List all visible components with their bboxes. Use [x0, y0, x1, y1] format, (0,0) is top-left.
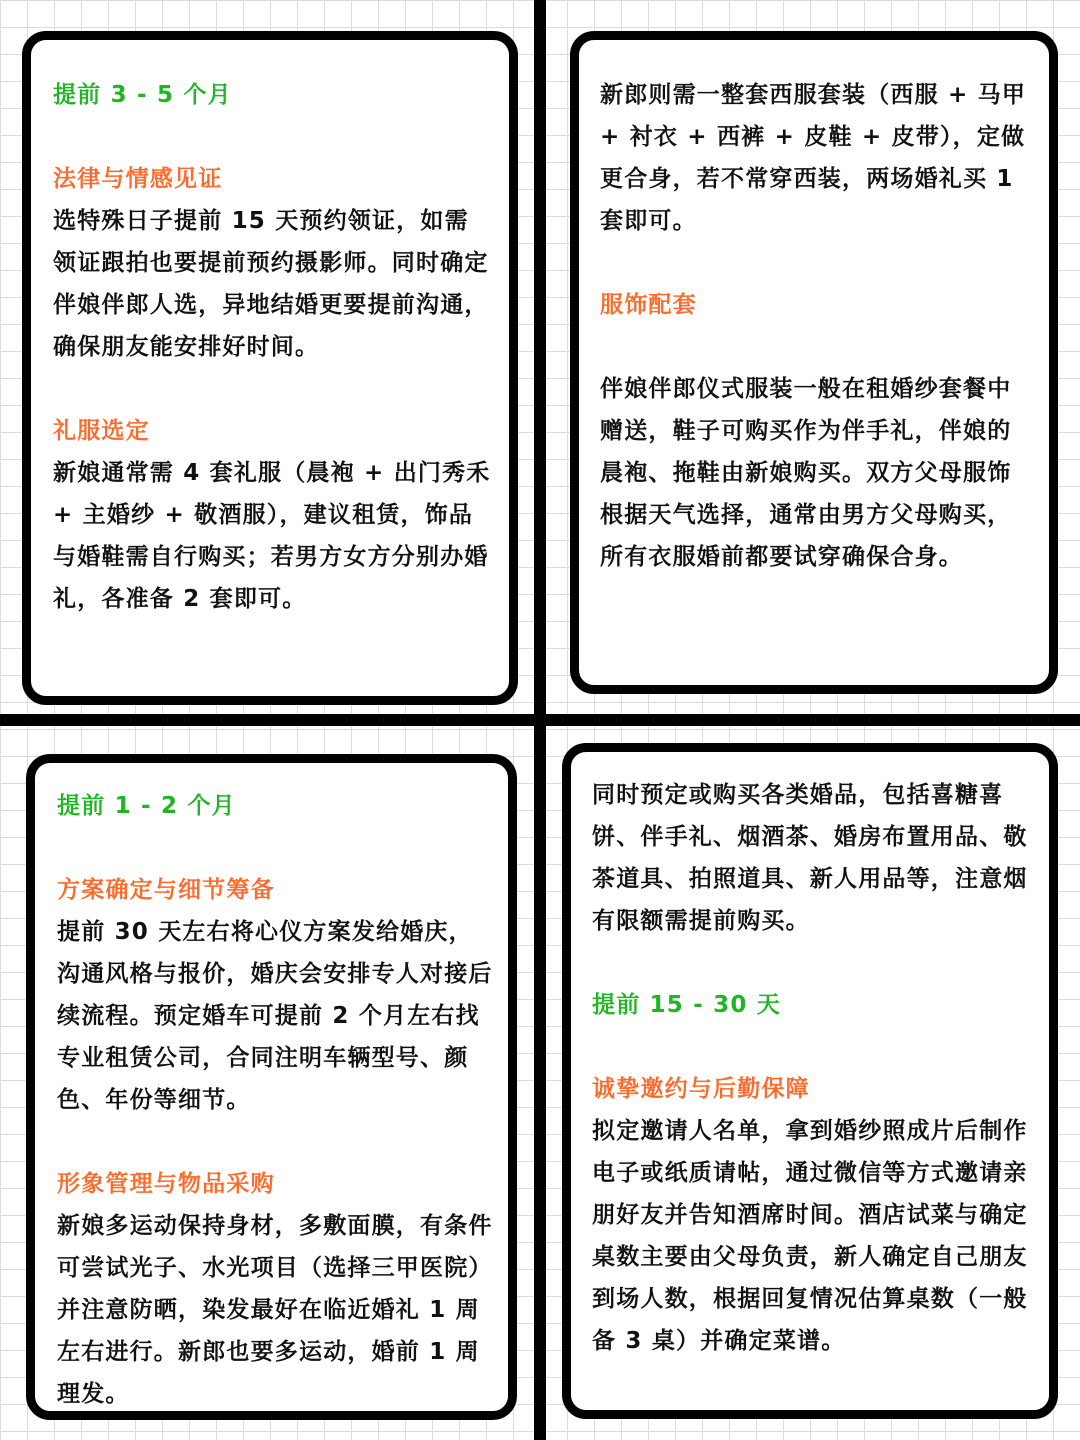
card3-heading: 提前 1 - 2 个月 — [57, 793, 236, 819]
card2-section-body: 伴娘伴郎仪式服装一般在租婚纱套餐中赠送，鞋子可购买作为伴手礼，伴娘的晨袍、拖鞋由新娘购买。双方父母服饰根据天气选择，通常由男方父母购买，所有衣服婚前都要试穿确保合身。 — [600, 376, 1012, 570]
spacer — [600, 326, 1035, 368]
horizontal-divider — [0, 714, 1080, 726]
card1-section1-body: 选特殊日子提前 15 天预约领证，如需领证跟拍也要提前预约摄影师。同时确定伴娘伴郎人选，异地结婚更要提前沟通，确保朋友能安排好时间。 — [53, 208, 489, 360]
card1-section1-title: 法律与情感见证 — [53, 166, 223, 192]
card3-section2-body: 新娘多运动保持身材，多敷面膜，有条件可尝试光子、水光项目（选择三甲医院）并注意防晒，染发最好在临近婚礼 1 周左右进行。新郎也要多运动，婚前 1 周理发。 — [57, 1213, 493, 1407]
card4-heading: 提前 15 - 30 天 — [592, 992, 781, 1018]
spacer — [592, 1026, 1035, 1068]
card3-section2-title: 形象管理与物品采购 — [57, 1171, 275, 1197]
spacer — [592, 942, 1035, 984]
card1-section2-body: 新娘通常需 4 套礼服（晨袍 + 出门秀禾 + 主婚纱 + 敬酒服），建议租赁，饰品与婚鞋需自行购买；若男方女方分别办婚礼，各准备 2 套即可。 — [53, 460, 491, 612]
card-1-2-months — [26, 754, 517, 1420]
card4-intro-body: 同时预定或购买各类婚品，包括喜糖喜饼、伴手礼、烟酒茶、婚房布置用品、敬茶道具、拍照道具、新人用品等，注意烟有限额需提前购买。 — [592, 782, 1028, 934]
spacer — [600, 242, 1035, 284]
card3-section1-title: 方案确定与细节筹备 — [57, 877, 275, 903]
card1-heading: 提前 3 - 5 个月 — [53, 82, 232, 108]
card4-section-title: 诚挚邀约与后勤保障 — [592, 1076, 810, 1102]
card-15-30-days — [562, 743, 1058, 1419]
card-3-5-months — [22, 31, 518, 705]
card4-section-body: 拟定邀请人名单，拿到婚纱照成片后制作电子或纸质请帖，通过微信等方式邀请亲朋好友并告知酒席时间。酒店试菜与确定桌数主要由父母负责，新人确定自己朋友到场人数，根据回复情况估算桌数（一般备 3 桌）并确定菜谱。 — [592, 1118, 1028, 1354]
spacer — [53, 116, 493, 158]
spacer — [57, 827, 494, 869]
card3-section1-body: 提前 30 天左右将心仪方案发给婚庆，沟通风格与报价，婚庆会安排专人对接后续流程。预定婚车可提前 2 个月左右找专业租赁公司，合同注明车辆型号、颜色、年份等细节。 — [57, 919, 493, 1113]
card2-section-title: 服饰配套 — [600, 292, 697, 318]
card-attire — [570, 31, 1058, 694]
spacer — [57, 1121, 494, 1163]
spacer — [53, 368, 493, 410]
card1-section2-title: 礼服选定 — [53, 418, 150, 444]
card2-intro-body: 新郎则需一整套西服套装（西服 + 马甲 + 衬衣 + 西裤 + 皮鞋 + 皮带），定做更合身，若不常穿西装，两场婚礼买 1 套即可。 — [600, 82, 1027, 234]
